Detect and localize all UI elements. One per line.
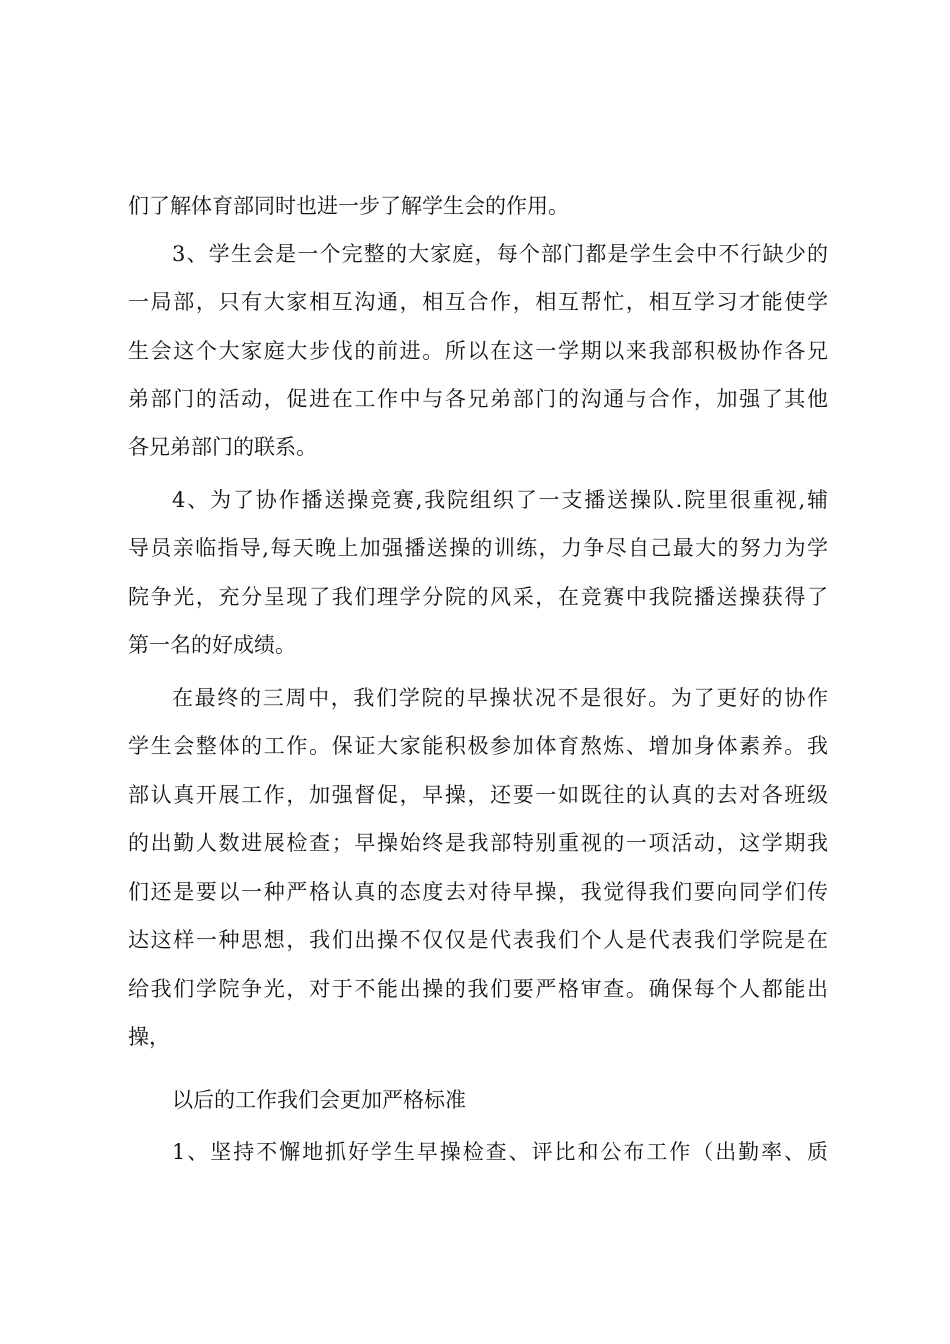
text-line: 一局部，只有大家相互沟通，相互合作，相互帮忙，相互学习才能使学 xyxy=(128,290,828,314)
text-line: 以后的工作我们会更加严格标准 xyxy=(172,1088,466,1112)
text-line: 1、坚持不懈地抓好学生早操检查、评比和公布工作（出勤率、质 xyxy=(172,1140,828,1164)
text-line: 给我们学院争光，对于不能出操的我们要严格审查。确保每个人都能出 xyxy=(128,977,828,1001)
text-line: 院争光，充分呈现了我们理学分院的风采，在竞赛中我院播送操获得了 xyxy=(128,585,828,609)
text-line: 在最终的三周中，我们学院的早操状况不是很好。为了更好的协作 xyxy=(172,686,828,710)
text-line: 们还是要以一种严格认真的态度去对待早操，我觉得我们要向同学们传 xyxy=(128,880,828,904)
text-line: 们了解体育部同时也进一步了解学生会的作用。 xyxy=(128,194,569,218)
text-line: 部认真开展工作，加强督促，早操，还要一如既往的认真的去对各班级 xyxy=(128,783,828,807)
text-line: 第一名的好成绩。 xyxy=(128,633,296,657)
text-line: 的出勤人数进展检查；早操始终是我部特别重视的一项活动，这学期我 xyxy=(128,831,828,855)
text-line: 导员亲临指导,每天晚上加强播送操的训练，力争尽自己最大的努力为学 xyxy=(128,536,828,560)
text-line: 达这样一种思想，我们出操不仅仅是代表我们个人是代表我们学院是在 xyxy=(128,928,828,952)
text-line: 操， xyxy=(128,1025,170,1049)
text-line: 3、学生会是一个完整的大家庭，每个部门都是学生会中不行缺少的 xyxy=(172,242,828,266)
text-line: 学生会整体的工作。保证大家能积极参加体育熬炼、增加身体素养。我 xyxy=(128,734,828,758)
text-line: 各兄弟部门的联系。 xyxy=(128,435,317,459)
text-line: 4、为了协作播送操竞赛,我院组织了一支播送操队.院里很重视,辅 xyxy=(172,488,828,512)
text-line: 弟部门的活动，促进在工作中与各兄弟部门的沟通与合作，加强了其他 xyxy=(128,387,828,411)
text-line: 生会这个大家庭大步伐的前进。所以在这一学期以来我部积极协作各兄 xyxy=(128,339,828,363)
